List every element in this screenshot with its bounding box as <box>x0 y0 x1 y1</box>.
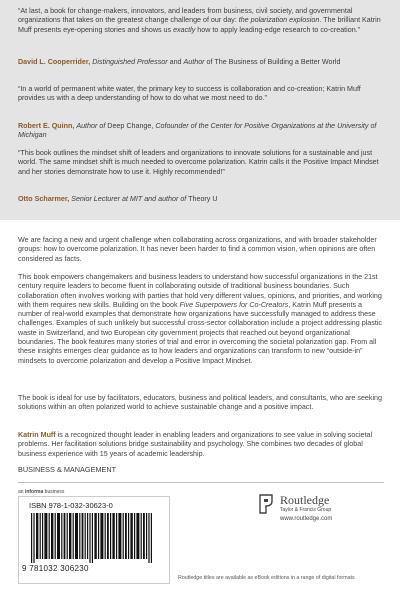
endorsement-quote-3: “This book outlines the mindset shift of leaders and organizations to innovate solutions for a sustainable and just world. The same mindset shift is much needed to overcome polarization. Katrin calls it the Positive Impact Mindset and her stories demonstrate how to use it. Highly recommended!” <box>18 149 379 176</box>
endorsements-panel <box>0 0 400 220</box>
description-paragraph-1: We are facing a new and urgent challenge when collaborating across organizations, and with broader stakeholder groups: how to overcome polarization. It has never been harder to find a common vision, when opinions are often considered as facts. <box>18 236 377 263</box>
publisher-logo-block <box>258 494 388 534</box>
publisher-url: www.routledge.com <box>280 516 333 522</box>
endorsement-author-2: Robert E. Quinn, Author of Deep Change, Cofounder of the Center for Positive Organizations at the University of Michigan <box>18 122 377 139</box>
description-paragraph-3: The book is ideal for use by facilitators, educators, business and political leaders, and consultants, who are seeking solutions within an often polarized world to achieve sustainable change and a positive impact. <box>18 394 382 412</box>
routledge-logo-icon <box>258 494 274 514</box>
isbn-label: ISBN 978-1-032-30623-0 <box>29 501 113 510</box>
barcode-panel <box>18 496 170 584</box>
endorsement-author-3: Otto Scharmer, Senior Lecturer at MIT and author of Theory U <box>18 195 218 203</box>
endorsement-quote-1: “At last, a book for change-makers, innovators, and leaders from business, civil society, and governmental organizations that takes on the greatest change challenge of our day: the polarization explosion. The brilliant Katrin Muff presents eye-opening stories and shows us exactly how to apply leading-edge research to co-creation.” <box>18 7 381 34</box>
informa-business-label: an informa business <box>18 489 65 495</box>
author-bio: Katrin Muff is a recognized thought leader in enabling leaders and organizations to see value in solving societal problems. Her facilitation solutions bridge sustainability and psychology. She combines two decades of global business experience with 15 years of academic leadership. <box>18 431 373 458</box>
endorsement-author-1: David L. Cooperrider, Distinguished Professor and Author of The Business of Building a Better World <box>18 58 341 66</box>
divider-line <box>18 482 384 483</box>
ebook-availability-note: Routledge titles are available as eBook editions in a range of digital formats <box>178 575 355 581</box>
endorsement-quote-2: “In a world of permanent white water, the primary key to success is collaboration and co-creation; Katrin Muff provides us with a deep understanding of how to do what we most need to do.” <box>18 85 361 103</box>
description-paragraph-2: This book empowers changemakers and business leaders to understand how successful organizations in the 21st century require leaders to become fluent in collaborating outside of traditional business boundaries. Such collaboration often involves working with parties that hold very different values, opinions, and priorities, and working with them requires new skills. Building on the book Five Superpowers for Co-Creators, Katrin Muff presents a number of real-world examples that demonstrate how organizations have successfully managed to address these challenges. Examples of such unlikely but successful cross-sector collaboration include a project addressing plastic waste in Switzerland, and two European city government projects that reached out beyond organizational boundaries. The book features many stories of trial and error in overcoming the societal polarization gap. From all these insights emerges clear guidance as to how leaders and organizations can transform to new “outside-in” mindsets to overcome polarization and develop a Positive Impact Mindset. <box>18 273 382 365</box>
publisher-group: Taylor & Francis Group <box>280 507 332 513</box>
publisher-name: Routledge <box>280 493 330 507</box>
isbn-barcode <box>29 513 159 563</box>
subject-category: BUSINESS & MANAGEMENT <box>18 465 117 474</box>
barcode-number: 9 781032 306230 <box>22 564 89 573</box>
